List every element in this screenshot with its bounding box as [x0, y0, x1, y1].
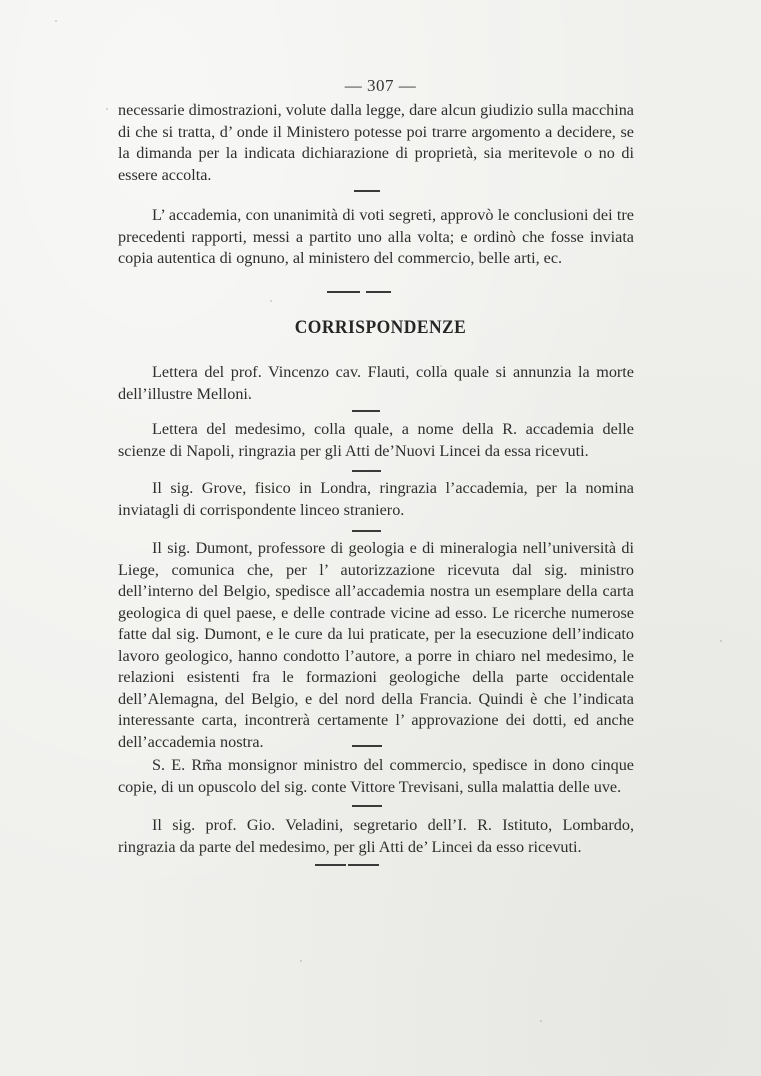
double-rule-right	[366, 291, 391, 293]
separator-rule	[352, 745, 382, 747]
separator-rule	[352, 805, 382, 807]
correspondence-item	[118, 755, 634, 798]
correspondence-item	[118, 419, 634, 462]
paper-speck	[106, 108, 108, 110]
paper-speck	[270, 300, 272, 302]
paper-speck	[720, 640, 722, 642]
correspondence-text: S. E. Rm̃a monsignor ministro del commercio, spedisce in dono cinque copie, di un opuscolo del sig. conte Vittore Trevisani, sulla malattia delle uve.	[118, 756, 634, 796]
paper-speck	[300, 960, 302, 962]
paper-speck	[248, 395, 250, 397]
correspondence-text: Il sig. Dumont, professore di geologia e di mineralogia nell’università di Liege, comunica che, per l’ autorizzazione ricevuta dal sig. ministro dell’interno del Belgio, spedisce all’accademia nostra un esemplare della carta geologica di quel paese, e delle contrade vicine ad esso. Le ricerche numerose fatte dal sig. Dumont, e le cure da lui praticate, per la esecuzione dell’indicato lavoro geologico, hanno condotto l’autore, a porre in chiaro nel medesimo, le relazioni esistenti fra le formazioni geologiche della parte occidentale dell’Alemagna, del Belgio, e del nord della Francia. Quindi è che l’indicata interessante carta, incontrerà certamente l’ approvazione dei dotti, ed anche dell’accademia nostra.	[118, 539, 634, 751]
double-rule-left	[315, 864, 346, 866]
correspondence-item	[118, 538, 634, 753]
separator-rule	[352, 470, 381, 472]
intro-paragraph	[118, 100, 634, 186]
double-rule-right	[348, 864, 379, 866]
correspondence-text: Il sig. prof. Gio. Veladini, segretario dell’I. R. Istituto, Lombardo, ringrazia da parte del medesimo, per gli Atti de’ Lincei da esso ricevuti.	[118, 816, 634, 856]
separator-rule	[352, 410, 380, 412]
paper-speck	[55, 20, 57, 22]
correspondence-item	[118, 815, 634, 858]
correspondence-item	[118, 362, 634, 405]
section-heading: CORRISPONDENZE	[294, 317, 467, 338]
page-number: — 307 —	[344, 76, 417, 95]
correspondence-text: Lettera del medesimo, colla quale, a nome della R. accademia delle scienze di Napoli, ringrazia per gli Atti de’Nuovi Lincei da essa ricevuti.	[118, 420, 634, 460]
academy-paragraph	[118, 205, 634, 270]
correspondence-text: Lettera del prof. Vincenzo cav. Flauti, colla quale si annunzia la morte dell’illustre Melloni.	[118, 363, 634, 403]
paper-speck	[540, 1020, 542, 1022]
academy-paragraph-text: L’ accademia, con unanimità di voti segreti, approvò le conclusioni dei tre precedenti rapporti, messi a partito uno alla volta; e ordinò che fosse inviata copia autentica di ognuno, al ministero del commercio, belle arti, ec.	[118, 206, 634, 267]
separator-rule	[354, 190, 380, 192]
correspondence-item	[118, 478, 634, 521]
double-rule-left	[327, 291, 360, 293]
paper-speck	[440, 365, 442, 367]
intro-paragraph-text: necessarie dimostrazioni, volute dalla legge, dare alcun giudizio sulla macchina di che si tratta, d’ onde il Ministero potesse poi trarre argomento a decidere, se la dimanda per la indicata dichiarazione di proprietà, sia meritevole o no di essere accolta.	[118, 101, 634, 184]
correspondence-text: Il sig. Grove, fisico in Londra, ringrazia l’accademia, per la nomina inviatagli di corrispondente linceo straniero.	[118, 479, 634, 519]
separator-rule	[352, 530, 381, 532]
